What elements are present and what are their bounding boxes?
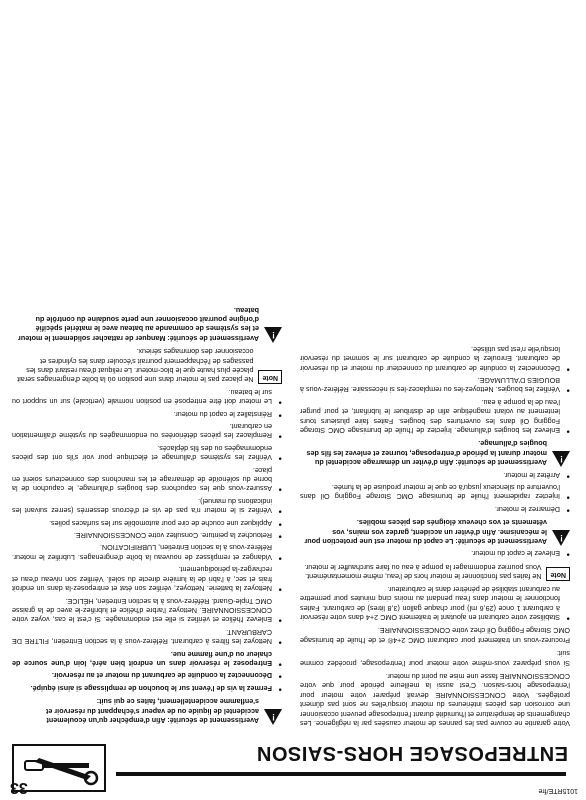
warning-block xyxy=(12,697,282,725)
list-item: ● Appliquez une couche de cire pour automobile sur les surfaces polies. xyxy=(12,518,282,527)
list-item: ● Vérifiez les systèmes d'allumage et électrique pour voir s'ils ont des pièces endommagées ou des fils déplacés. xyxy=(12,443,282,462)
list-item: ● Déconnectez la conduite de carburant du connecteur du moteur et du réservoir de carburant. Enroulez la conduite de carburant sur le sommet du réservoir lorsqu'elle n'est pas utilisée. xyxy=(300,344,570,372)
intro-paragraph: Votre garantie ne couvre pas les pannes de moteur causées par la négligence. Les changements de température et l'humidité durant l'entreposage peuvent occasionner une corrosion des pièces intérieures du moteur lorsqu'elles ne sont pas dûment protégées. Votre CONCESSIONNAIRE devrait préparer votre moteur pour l'entreposage hors-saison. C'est aussi la meilleure période pour que votre CONCESSIONNAIRE fasse une mise au point du moteur. xyxy=(300,671,570,728)
warning-text: Avertissement de sécurité: Afin d'empêcher qu'un écoulement accidentel de liquide ou de vapeur s'échappant du réservoir et s'enflamme accidentellement, faites ce qui suit: xyxy=(45,697,259,725)
list-item: ● Nettoyez les filtres à carburant. Référez-vous à la section Entretien, FILTRE DE CARBURANT. xyxy=(12,627,282,646)
warning-block xyxy=(300,518,570,546)
warning-icon xyxy=(552,451,570,467)
list-item: ● Vidangez et remplissez de nouveau la boîte d'engrenages. Lubrifiez le moteur. Référez-vous à la section Entretien, LUBRIFICATION. xyxy=(12,543,282,562)
warning-icon xyxy=(552,530,570,546)
warning-text: Avertissement de sécurité: Manquer de rattacher solidement le moteur et les systèmes de commande au bateau avec le matériel spécifié d'origine pourrait occasionner une perte soudaine du contrôle du bateau. xyxy=(18,305,259,343)
list-item: ● Vérifiez les bougies. Nettoyez-les ou remplacez-les si nécessaire. Référez-vous à BOUGIES D'ALLUMAGE. xyxy=(300,376,570,395)
list-item: ● Stabilisez votre carburant en ajoutant le traitement OMC 2+4 dans votre réservoir à carburant 1 once (29,6 ml) pour chaque gallon (3,8 litres) de carburant. Faites fonctionner le moteur dans l'eau pendant au moins cinq minutes pour permettre au carburant stabilisé de pénétrer dans le carburateur. xyxy=(300,584,570,622)
left-column xyxy=(300,341,570,728)
warning-block xyxy=(300,439,570,467)
list-item: ● Enlevez les bougies d'allumage. Injectez de l'huile de brumisage OMC Storage Fogging Oil dans les ouvertures des bougies. Faites faire plusieurs tours lentement au volant magnétique afin de distribuer le lubrifiant, et pour purger l'eau de la pompe à eau. xyxy=(300,397,570,435)
list-item: ● Réinstallez le capot du moteur. xyxy=(12,409,282,418)
right-column xyxy=(12,301,282,728)
list-item: ● Démarrez le moteur. xyxy=(300,504,570,513)
list-item: ● Vérifiez si le moteur n'a pas de vis et d'écrous desserrés (serrez suivant les indications du manuel). xyxy=(12,496,282,515)
warning-icon xyxy=(264,327,282,343)
list-item: ● Fermez la vis de l'évent sur le bouchon de remplissage si ainsi équipé. xyxy=(12,683,282,692)
list-item: ● Le moteur doit être entreposé en position normale (verticale) sur un support ou sur le bateau. xyxy=(12,387,282,406)
list-item: ● Nettoyez la batterie. Nettoyez, vérifiez son état et entreposez-la dans un endroit frais et sec, à l'abri de la lumière directe du soleil. Vérifiez son niveau d'eau et rechargez-la périodiquement. xyxy=(12,565,282,593)
list-item: ● Enlevez l'hélice et vérifiez si elle est endommagée. Si c'est le cas, voyez votre CONCESSIONNAIRE. Nettoyez l'arbre d'hélice et lubrifiez-le avec de la graisse OMC Triple-Guard. Référez-vous à la section Entretien, HÉLICE. xyxy=(12,596,282,624)
note-block xyxy=(12,347,282,385)
page-title: ENTREPOSAGE HORS-SAISON xyxy=(256,742,568,764)
header-rule xyxy=(116,772,566,776)
warning-block xyxy=(12,305,282,343)
list-item: ● Assurez-vous que les capuchons des bougies d'allumage, le capuchon de la borne du solénoïde de démarrage et les manchons des connecteurs soient en place. xyxy=(12,465,282,493)
list-item: ● Remplacez les pièces détériorées ou endommagées du système d'alimentation en carburant. xyxy=(12,422,282,441)
note-label: Note xyxy=(258,370,282,384)
page-number: 33 xyxy=(10,779,28,796)
note-label: Note xyxy=(546,567,570,581)
note-text: Ne placez pas le moteur dans une position où la boîte d'engrenages serait placée plus haute que le bloc-moteur. Le reliquat d'eau restant dans les passages de l'échappement pourrait s'écouler dans les cylindres et occasionner des dommages sérieux. xyxy=(17,347,254,385)
list-item: ● Déconnectez la conduite de carburant du moteur et au réservoir. xyxy=(12,671,282,680)
warning-text: Avertissement de sécurité: Afin d'éviter un démarrage accidentel du moteur durant la période d'entreposage, tournez et enlevez les fils des bougies d'allumage. xyxy=(306,439,547,468)
warning-icon xyxy=(264,709,282,725)
list-item: ● Enlevez le capot du moteur. xyxy=(300,549,570,558)
list-item: ● Injectez rapidement l'huile de brumisage OMC Storage Fogging Oil dans l'ouverture du silencieux jusqu'à ce que le moteur produise de la fumée. xyxy=(300,483,570,502)
wrench-and-screwdriver-icon xyxy=(12,744,106,792)
list-item: ● Retouchez la peinture. Consultez votre CONCESSIONNAIRE. xyxy=(12,531,282,540)
warning-text: Avertissement de sécurité: Le capot du moteur est une protection pour le mécanisme. Afin d'éviter un accident, gardez vos mains, vos vêtements et vos cheveux éloignés des pièces mobiles. xyxy=(304,518,547,547)
list-item: ● Arrêtez le moteur. xyxy=(300,470,570,479)
list-item: ● Entreposez le réservoir dans un endroit bien aéré, loin d'une source de chaleur ou d'une flamme nue. xyxy=(12,649,282,668)
note-block xyxy=(300,563,570,582)
diy-paragraph: Si vous préparez vous-même votre moteur pour l'entreposage, procédez comme suit: xyxy=(300,649,570,668)
note-text: Ne faites pas fonctionner le moteur hors de l'eau, même momentanément. Vous pourriez endommager la pompe à eau ou faire surchauffer le moteur. xyxy=(304,562,542,582)
document-code: 1015RTE/fre xyxy=(538,787,578,794)
kit-paragraph: Procurez-vous un traitement pour carburant OMC 2+4® et de l'huile de brumisage OMC Storage Fogging Oil chez votre CONCESSIONNAIRE. xyxy=(300,626,570,645)
